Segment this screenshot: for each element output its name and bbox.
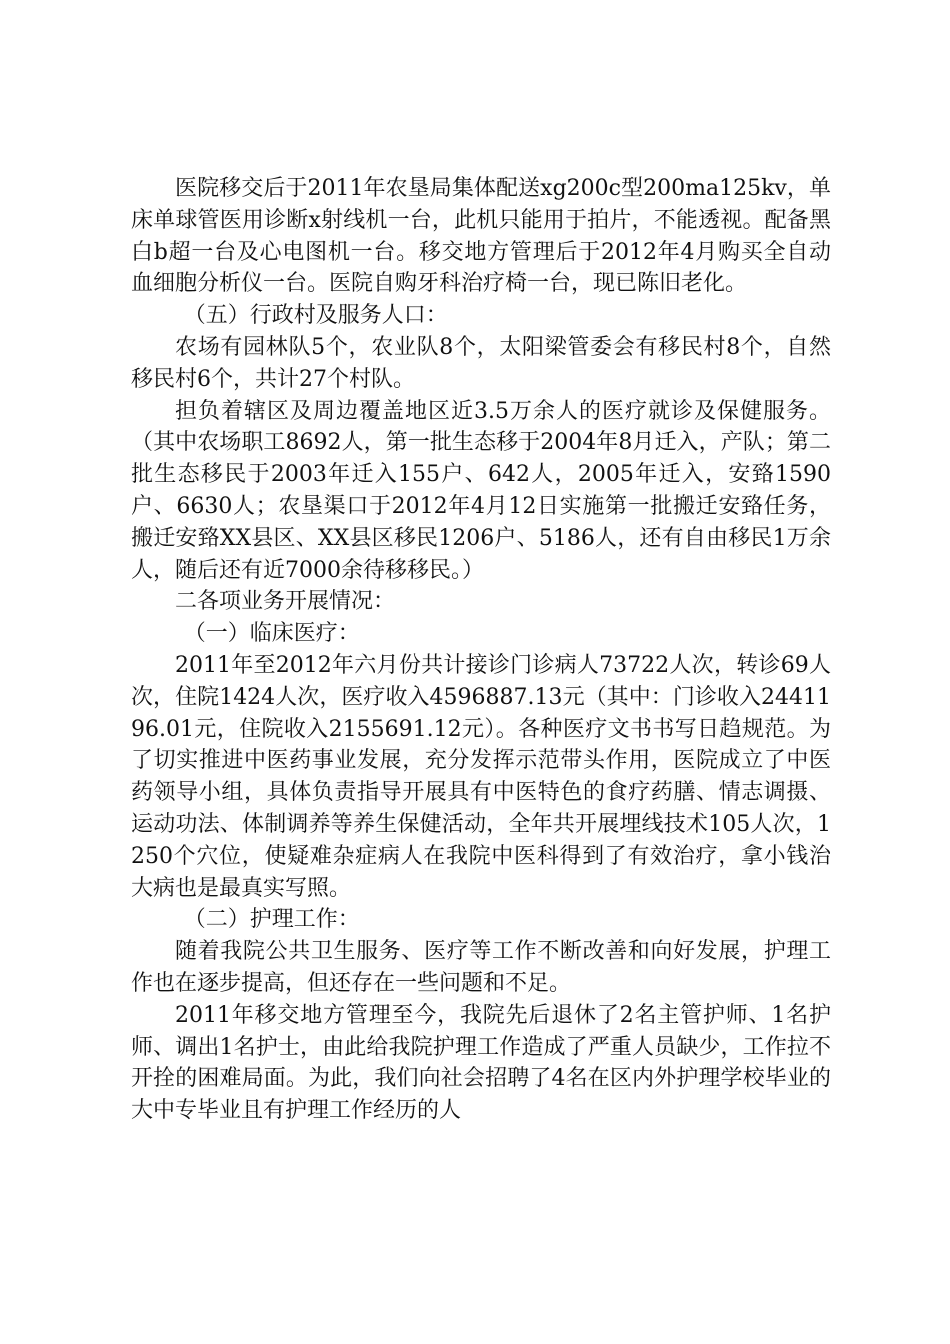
paragraph-service-population: 担负着辖区及周边覆盖地区近3.5万余人的医疗就诊及保健服务。（其中农场职工8692人，第一批生态移于2004年8月迁入，产队；第二批生态移民于2003年迁入155户、642人，2005年迁入，安臵1590户、6630人；农垦渠口于2012年4月12日实施第一批搬迁安臵任务，搬迁安臵XX县区、XX县区移民1206户、5186人，还有自由移民1万余人，随后还有近7000余待移移民。） bbox=[131, 398, 831, 583]
heading-clinical-medicine: （一）临床医疗： bbox=[183, 621, 360, 647]
document-page bbox=[131, 173, 831, 1127]
paragraph-villages: 农场有园林队5个，农业队8个，太阳梁管委会有移民村8个，自然移民村6个，共计27个村队。 bbox=[131, 334, 831, 392]
heading-nursing-work: （二）护理工作： bbox=[183, 907, 360, 933]
paragraph-clinical-medicine: 2011年至2012年六月份共计接诊门诊病人73722人次，转诊69人次，住院1424人次，医疗收入4596887.13元（其中：门诊收入2441196.01元，住院收入2155691.12元）。各种医疗文书书写日趋规范。为了切实推进中医药事业发展，充分发挥示范带头作用，医院成立了中医药领导小组，具体负责指导开展具有中医特色的食疗药膳、情志调摄、运动功法、体制调养等养生保健活动，全年共开展埋线技术105人次，1250个穴位，使疑难杂症病人在我院中医科得到了有效治疗，拿小钱治大病也是最真实写照。 bbox=[131, 652, 831, 901]
heading-villages-population: （五）行政村及服务人口： bbox=[183, 303, 448, 329]
paragraph-equipment: 医院移交后于2011年农垦局集体配送xg200c型200ma125kv，单床单球管医用诊断x射线机一台，此机只能用于拍片，不能透视。配备黑白b超一台及心电图机一台。移交地方管理后于2012年4月购买全自动血细胞分析仪一台。医院自购牙科治疗椅一台，现已陈旧老化。 bbox=[131, 176, 831, 297]
paragraph-nursing-intro: 随着我院公共卫生服务、医疗等工作不断改善和向好发展，护理工作也在逐步提高，但还存在一些问题和不足。 bbox=[131, 939, 831, 996]
paragraph-nursing-staff: 2011年移交地方管理至今，我院先后退休了2名主管护师、1名护师、调出1名护士，由此给我院护理工作造成了严重人员缺少，工作拉不开拴的困难局面。为此，我们向社会招聘了4名在区内外护理学校毕业的大中专毕业且有护理工作经历的人 bbox=[131, 1002, 831, 1124]
heading-business-overview: 二各项业务开展情况： bbox=[175, 589, 396, 615]
